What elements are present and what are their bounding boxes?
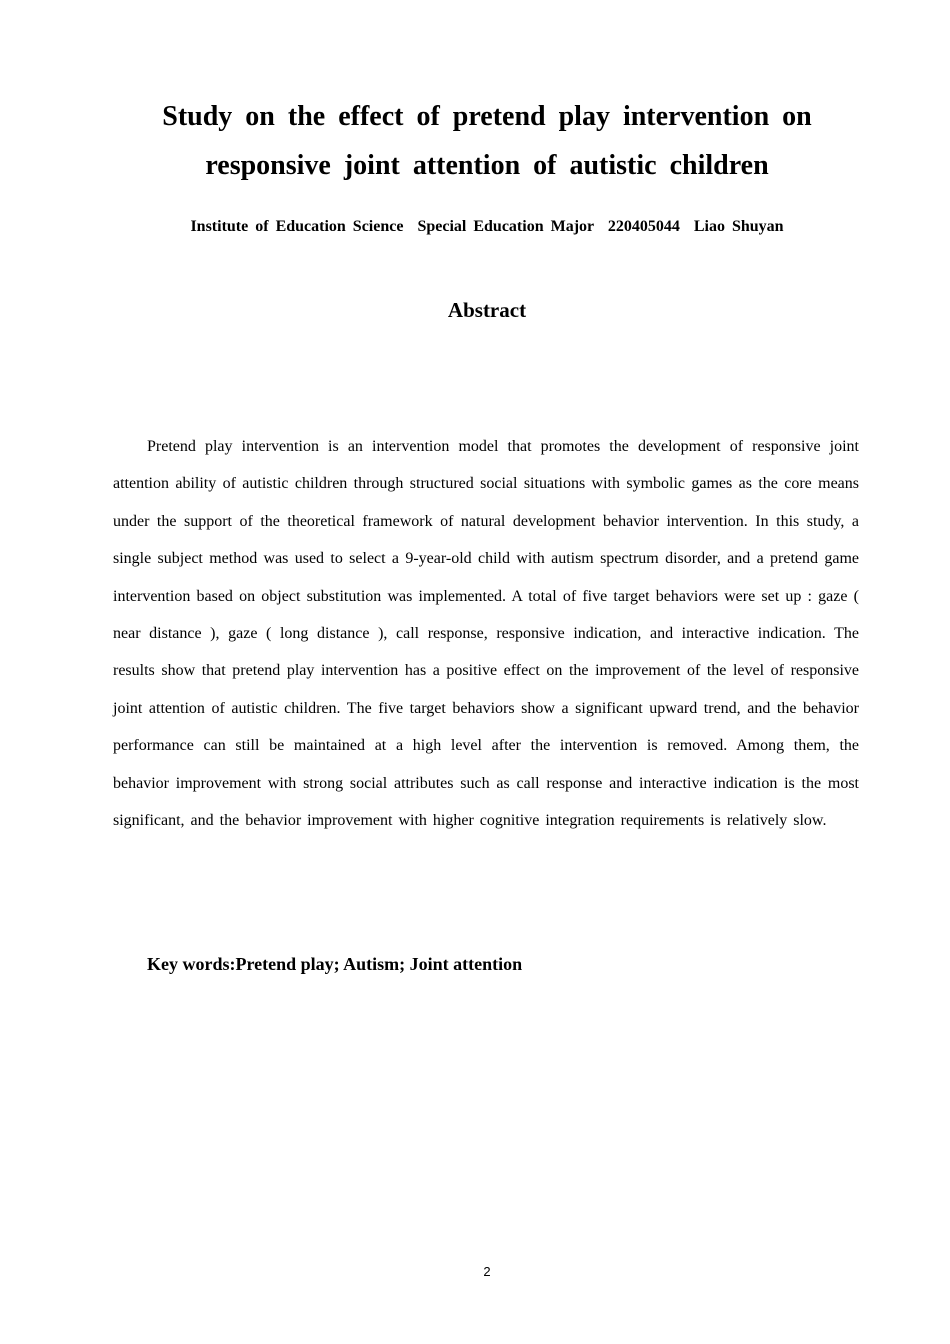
author-affiliation: Institute of Education Science Special Education Major 220405044 Liao Shuyan — [190, 218, 784, 235]
title-line-1: Study on the effect of pretend play intervention on — [162, 101, 812, 132]
paper-title — [100, 92, 874, 190]
page-number: 2 — [483, 1264, 491, 1279]
title-line-2: responsive joint attention of autistic children — [205, 150, 769, 181]
abstract-body: Pretend play intervention is an intervention model that promotes the development of responsive joint attention ability of autistic children through structured social situations with symbolic games as the core means under the support of the theoretical framework of natural development behavior intervention. In this study, a single subject method was used to select a 9-year-old child with autism spectrum disorder, and a pretend game intervention based on object substitution was implemented. A total of five target behaviors were set up : gaze ( near distance ), gaze ( long distance ), call response, responsive indication, and interactive indication. The results show that pretend play intervention has a positive effect on the improvement of the level of responsive joint attention of autistic children. The five target behaviors show a significant upward trend, and the behavior performance can still be maintained at a high level after the intervention is removed. Among them, the behavior improvement with strong social attributes such as call response and interactive indication is the most significant, and the behavior improvement with higher cognitive integration requirements is relatively slow. — [113, 438, 859, 830]
keywords: Key words:Pretend play; Autism; Joint attention — [147, 954, 523, 974]
abstract-heading: Abstract — [447, 298, 527, 322]
